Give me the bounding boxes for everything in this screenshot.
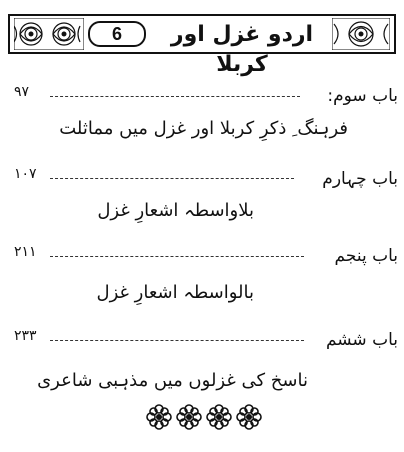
entry-page-number: ۲۳۳ (14, 328, 37, 344)
flower-ornament-icon (236, 404, 262, 430)
leader-line (50, 340, 304, 341)
book-title: اردو غزل اور کربلا (170, 22, 314, 77)
page-number: 6 (111, 23, 122, 44)
page-number-badge (88, 21, 146, 47)
chapter-title: فرہنگ ِ ذکرِ کربلا اور غزل میں مماثلت (59, 118, 348, 139)
chapter-label: باب ششم (325, 330, 398, 350)
decorative-flower-row (146, 404, 262, 432)
chapter-label: باب سوم: (327, 86, 398, 106)
entry-page-number: ۹۷ (14, 84, 30, 100)
chapter-title: بلاواسطہ اشعارِ غزل (97, 200, 254, 221)
toc-entry-2[interactable] (10, 168, 398, 188)
flower-ornament-icon (206, 404, 232, 430)
leader-line (50, 96, 300, 97)
left-ornament-icon (14, 18, 84, 50)
toc-entry-3[interactable] (10, 246, 398, 266)
flower-ornament-icon (176, 404, 202, 430)
entry-page-number: ۱۰۷ (14, 166, 37, 182)
chapter-label: باب چہارم (322, 169, 398, 189)
leader-line (50, 178, 294, 179)
page-header (8, 14, 396, 77)
chapter-title: بالواسطہ اشعارِ غزل (96, 282, 254, 303)
chapter-title: ناسخ کی غزلوں میں مذہبی شاعری (37, 370, 308, 391)
toc-entry-1[interactable] (10, 86, 398, 106)
chapter-label: باب پنجم (334, 246, 398, 266)
right-ornament-icon (332, 18, 390, 50)
toc-entry-4[interactable] (10, 330, 398, 350)
flower-ornament-icon (146, 404, 172, 430)
entry-page-number: ۲۱۱ (14, 244, 37, 260)
leader-line (50, 256, 304, 257)
